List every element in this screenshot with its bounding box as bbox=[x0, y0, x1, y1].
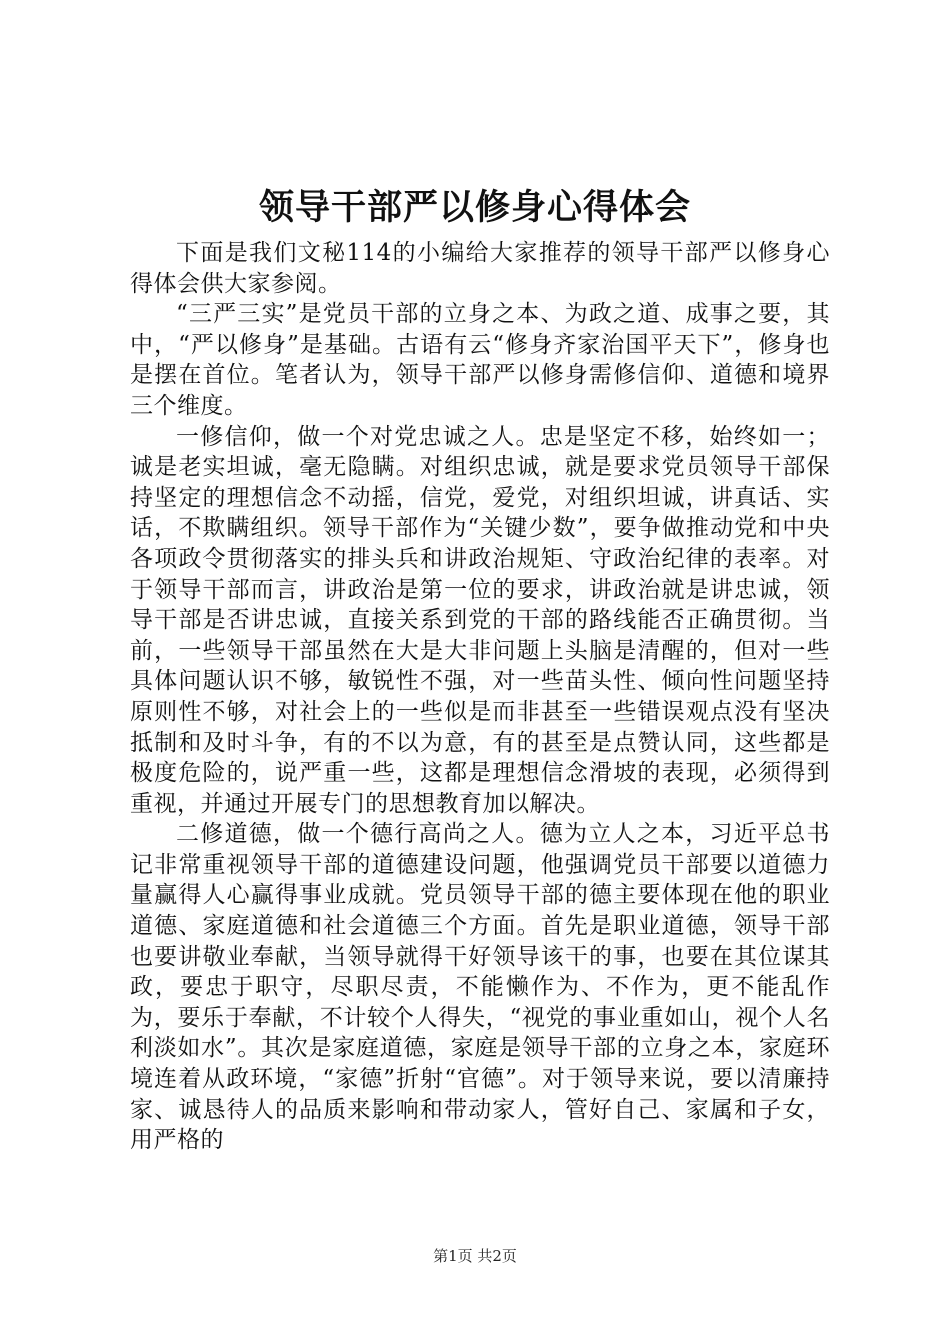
page-footer: 第1页 共2页 bbox=[433, 1247, 517, 1265]
paragraph-intro: 下面是我们文秘114的小编给大家推荐的领导干部严以修身心得体会供大家参阅。 bbox=[130, 240, 830, 297]
document-title: 领导干部严以修身心得体会 bbox=[258, 187, 691, 228]
paragraph-overview: “三严三实”是党员干部的立身之本、为政之道、成事之要，其中，“严以修身”是基础。古语有云“修身齐家治国平天下”，修身也是摆在首位。笔者认为，领导干部严以修身需修信仰、道德和境界三个维度。 bbox=[130, 301, 830, 419]
document-body bbox=[130, 238, 830, 1156]
paragraph-morality: 二修道德，做一个德行高尚之人。德为立人之本，习近平总书记非常重视领导干部的道德建设问题，他强调党员干部要以道德力量赢得人心赢得事业成就。党员领导干部的德主要体现在他的职业道德、家庭道德和社会道德三个方面。首先是职业道德，领导干部也要讲敬业奉献，当领导就得干好领导该干的事，也要在其位谋其政，要忠于职守，尽职尽责，不能懒作为、不作为，更不能乱作为，要乐于奉献，不计较个人得失，“视党的事业重如山，视个人名利淡如水”。其次是家庭道德，家庭是领导干部的立身之本，家庭环境连着从政环境，“家德”折射“官德”。对于领导来说，要以清廉持家、诚恳待人的品质来影响和带动家人，管好自己、家属和子女，用严格的 bbox=[130, 821, 830, 1154]
paragraph-faith: 一修信仰，做一个对党忠诚之人。忠是坚定不移，始终如一；诚是老实坦诚，毫无隐瞒。对组织忠诚，就是要求党员领导干部保持坚定的理想信念不动摇，信党，爱党，对组织坦诚，讲真话、实话，不欺瞒组织。领导干部作为“关键少数”，要争做推动党和中央各项政令贯彻落实的排头兵和讲政治规矩、守政治纪律的表率。对于领导干部而言，讲政治是第一位的要求，讲政治就是讲忠诚，领导干部是否讲忠诚，直接关系到党的干部的路线能否正确贯彻。当前，一些领导干部虽然在大是大非问题上头脑是清醒的，但对一些具体问题认识不够，敏锐性不强，对一些苗头性、倾向性问题坚持原则性不够，对社会上的一些似是而非甚至一些错误观点没有坚决抵制和及时斗争，有的不以为意，有的甚至是点赞认同，这些都是极度危险的，说严重一些，这都是理想信念滑坡的表现，必须得到重视，并通过开展专门的思想教育加以解决。 bbox=[130, 423, 830, 817]
